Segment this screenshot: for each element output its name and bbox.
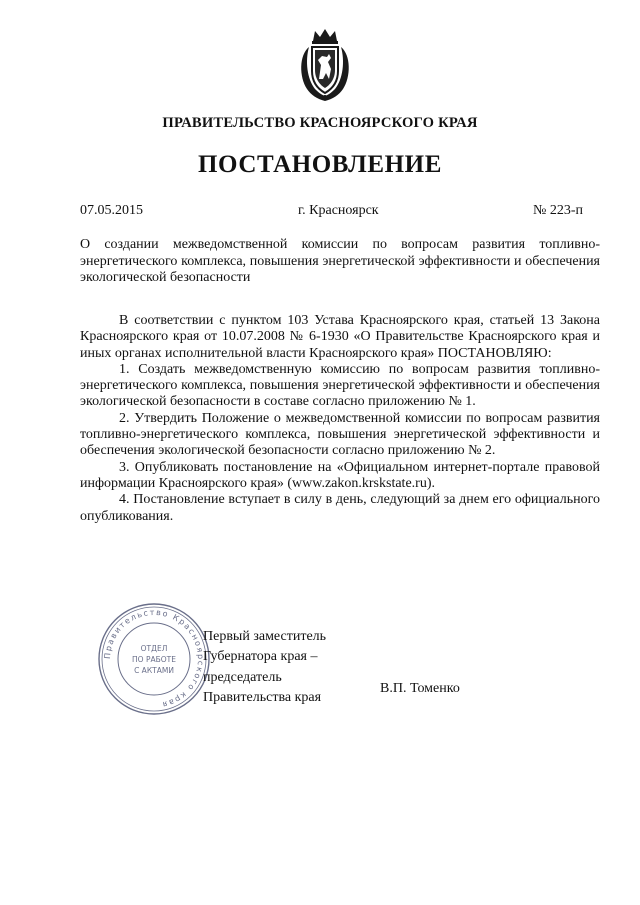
round-seal-stamp [96,601,212,717]
item-paragraph: 3. Опубликовать постановление на «Официальном интернет-портале правовой информации Красноярского края» (www.zakon.krskstate.ru). [80,459,600,491]
item-paragraph: 2. Утвердить Положение о межведомственной комиссии по вопросам развития топливно-энергетического комплекса, повышения энергетической эффективности и обеспечения экологической безопасности согласно приложению № 2. [80,410,600,459]
coat-of-arms-icon [297,27,353,103]
stamp-center-line: ОТДЕЛ [140,644,168,653]
document-body [80,313,600,525]
document-number: № 223-п [533,203,584,218]
signature-position-line: председатель [203,669,282,685]
stamp-center-line: ПО РАБОТЕ [132,655,176,664]
signature-position-line: Правительства края [203,689,322,705]
document-subject: О создании межведомственной комиссии по вопросам развития топливно-энергетического комплекса, повышения энергетической эффективности и обеспечения экологической безопасности [80,237,600,285]
signature-position-line: Губернатора края – [203,649,318,665]
document-type-title: ПОСТАНОВЛЕНИЕ [197,151,443,178]
organization-title: ПРАВИТЕЛЬСТВО КРАСНОЯРСКОГО КРАЯ [162,115,478,131]
preamble-paragraph: В соответствии с пунктом 103 Устава Красноярского края, статьей 13 Закона Красноярского края от 10.07.2008 № 6-1930 «О Правительстве Красноярского края и иных органах исполнительной власти Красноярского края» ПОСТАНОВЛЯЮ: [80,313,600,361]
item-paragraph: 4. Постановление вступает в силу в день, следующий за днем его официального опубликования. [80,492,600,524]
signature-position-line: Первый заместитель [203,629,327,644]
item-paragraph: 1. Создать межведомственную комиссию по вопросам развития топливно-энергетического комплекса, повышения энергетической эффективности и обеспечения экологической безопасности в составе согласно приложению № 1. [80,361,600,410]
stamp-ring-text: Правительство Красноярского края [102,607,206,710]
signature-position [203,627,363,708]
document-date: 07.05.2015 [80,203,143,218]
document-city: г. Красноярск [298,203,379,218]
stamp-center-line: С АКТАМИ [134,666,174,675]
signatory-name: В.П. Томенко [380,681,460,696]
